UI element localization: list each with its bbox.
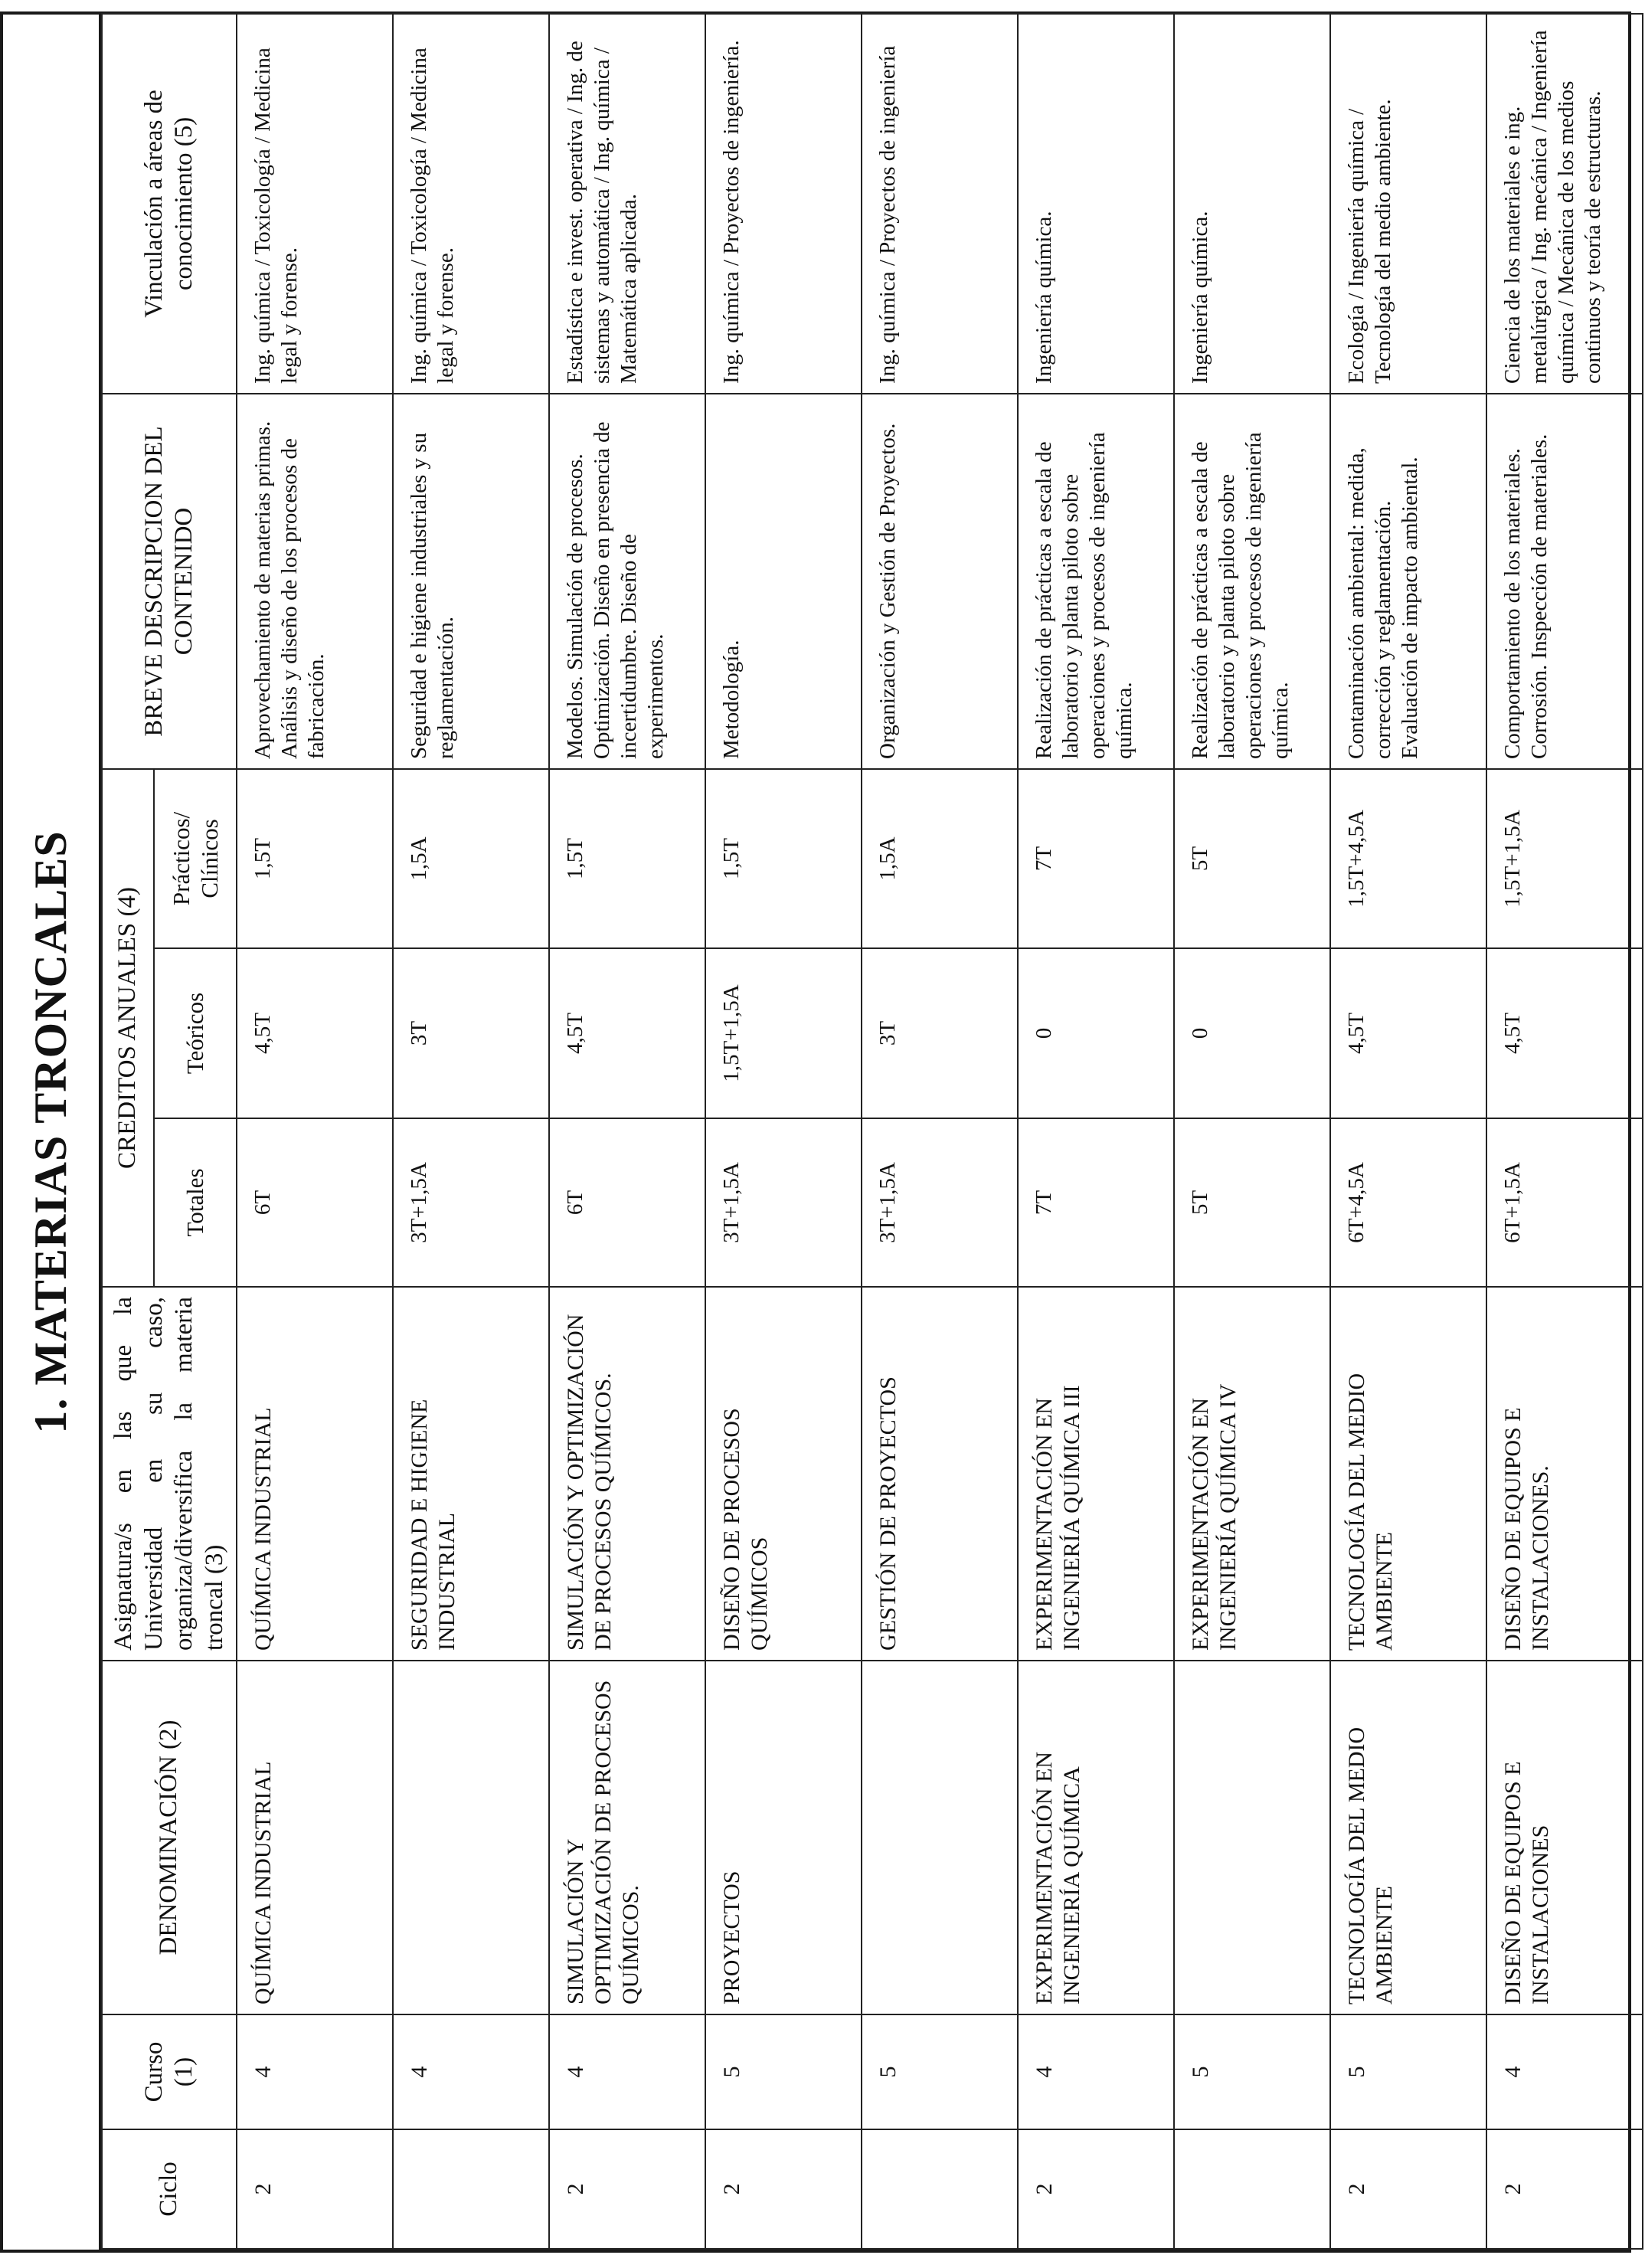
cell-vinculacion: Ingeniería química. bbox=[1174, 14, 1330, 394]
cell-denominacion: PROYECTOS bbox=[705, 1661, 862, 2014]
cell-asignatura: EXPERIMENTACIÓN EN INGENIERÍA QUÍMICA III bbox=[1018, 1287, 1174, 1661]
cell-ciclo bbox=[1174, 2129, 1330, 2249]
cell-teoricos: 4,5T bbox=[1330, 948, 1486, 1118]
cell-teoricos: 3T bbox=[862, 948, 1018, 1118]
cell-totales: 3T+1,5A bbox=[393, 1118, 549, 1287]
cell-asignatura: GESTIÓN DE PROYECTOS bbox=[862, 1287, 1018, 1661]
cell-practicos: 1,5A bbox=[393, 769, 549, 948]
cell-teoricos: 0 bbox=[1018, 948, 1174, 1118]
cell-vinculacion: Ing. química / Toxicología / Medicina legal y forense. bbox=[237, 14, 393, 394]
cell-asignatura: SIMULACIÓN Y OPTIMIZACIÓN DE PROCESOS QUÍMICOS. bbox=[549, 1287, 705, 1661]
cell-asignatura: SEGURIDAD E HIGIENE INDUSTRIAL bbox=[393, 1287, 549, 1661]
cell-curso: 5 bbox=[862, 2014, 1018, 2129]
cell-totales: 6T+4,5A bbox=[1330, 1118, 1486, 1287]
cell-practicos: 1,5T+1,5A bbox=[1486, 769, 1643, 948]
header-denominacion: DENOMINACIÓN (2) bbox=[102, 1661, 237, 2014]
cell-asignatura: QUÍMICA INDUSTRIAL bbox=[237, 1287, 393, 1661]
cell-descripcion: Organización y Gestión de Proyectos. bbox=[862, 394, 1018, 769]
header-teoricos: Teóricos bbox=[154, 948, 237, 1118]
cell-curso: 4 bbox=[237, 2014, 393, 2129]
header-descripcion: BREVE DESCRIPCION DEL CONTENIDO bbox=[102, 394, 237, 769]
cell-ciclo: 2 bbox=[705, 2129, 862, 2249]
cell-ciclo: 2 bbox=[1018, 2129, 1174, 2249]
cell-asignatura: TECNOLOGÍA DEL MEDIO AMBIENTE bbox=[1330, 1287, 1486, 1661]
cell-descripcion: Comportamiento de los materiales. Corrosión. Inspección de materiales. bbox=[1486, 394, 1643, 769]
header-curso: Curso (1) bbox=[102, 2014, 237, 2129]
header-creditos-anuales: CREDITOS ANUALES (4) bbox=[102, 769, 154, 1287]
cell-ciclo: 2 bbox=[1330, 2129, 1486, 2249]
table-header bbox=[102, 14, 237, 2249]
table-row bbox=[549, 14, 705, 2249]
cell-asignatura: EXPERIMENTACIÓN EN INGENIERÍA QUÍMICA IV bbox=[1174, 1287, 1330, 1661]
cell-curso: 4 bbox=[1486, 2014, 1643, 2129]
cell-denominacion bbox=[1174, 1661, 1330, 2014]
cell-denominacion: SIMULACIÓN Y OPTIMIZACIÓN DE PROCESOS QUÍMICOS. bbox=[549, 1661, 705, 2014]
cell-descripcion: Modelos. Simulación de procesos. Optimización. Diseño en presencia de incertidumbre. Diseño de experimentos. bbox=[549, 394, 705, 769]
cell-descripcion: Metodología. bbox=[705, 394, 862, 769]
cell-ciclo: 2 bbox=[1486, 2129, 1643, 2249]
cell-vinculacion: Ing. química / Proyectos de ingeniería. bbox=[705, 14, 862, 394]
cell-vinculacion: Ecología / Ingeniería química / Tecnología del medio ambiente. bbox=[1330, 14, 1486, 394]
cell-totales: 6T bbox=[237, 1118, 393, 1287]
cell-ciclo bbox=[862, 2129, 1018, 2249]
cell-vinculacion: Ing. química / Toxicología / Medicina legal y forense. bbox=[393, 14, 549, 394]
cell-denominacion: DISEÑO DE EQUIPOS E INSTALACIONES bbox=[1486, 1661, 1643, 2014]
page-title: 1. MATERIAS TRONCALES bbox=[3, 15, 101, 2250]
cell-curso: 4 bbox=[1018, 2014, 1174, 2129]
cell-denominacion: EXPERIMENTACIÓN EN INGENIERÍA QUÍMICA bbox=[1018, 1661, 1174, 2014]
cell-totales: 6T bbox=[549, 1118, 705, 1287]
table-row bbox=[1330, 14, 1486, 2249]
cell-totales: 5T bbox=[1174, 1118, 1330, 1287]
cell-denominacion: QUÍMICA INDUSTRIAL bbox=[237, 1661, 393, 2014]
table-body bbox=[237, 14, 1643, 2249]
cell-curso: 5 bbox=[1330, 2014, 1486, 2129]
cell-descripcion: Realización de prácticas a escala de laboratorio y planta piloto sobre operaciones y procesos de ingeniería química. bbox=[1018, 394, 1174, 769]
table-row bbox=[862, 14, 1018, 2249]
cell-teoricos: 4,5T bbox=[549, 948, 705, 1118]
cell-totales: 3T+1,5A bbox=[862, 1118, 1018, 1287]
cell-descripcion: Aprovechamiento de materias primas. Análisis y diseño de los procesos de fabricación. bbox=[237, 394, 393, 769]
table-row bbox=[1486, 14, 1643, 2249]
cell-teoricos: 0 bbox=[1174, 948, 1330, 1118]
table-row bbox=[393, 14, 549, 2249]
table-row bbox=[705, 14, 862, 2249]
page-frame bbox=[0, 11, 1631, 2253]
cell-curso: 5 bbox=[705, 2014, 862, 2129]
cell-practicos: 1,5A bbox=[862, 769, 1018, 948]
cell-curso: 4 bbox=[549, 2014, 705, 2129]
cell-totales: 6T+1,5A bbox=[1486, 1118, 1643, 1287]
cell-teoricos: 1,5T+1,5A bbox=[705, 948, 862, 1118]
materias-troncales-table bbox=[101, 13, 1643, 2250]
cell-vinculacion: Ing. química / Proyectos de ingeniería bbox=[862, 14, 1018, 394]
cell-curso: 5 bbox=[1174, 2014, 1330, 2129]
cell-descripcion: Contaminación ambiental: medida, corrección y reglamentación. Evaluación de impacto ambiental. bbox=[1330, 394, 1486, 769]
cell-asignatura: DISEÑO DE PROCESOS QUÍMICOS bbox=[705, 1287, 862, 1661]
cell-asignatura: DISEÑO DE EQUIPOS E INSTALACIONES. bbox=[1486, 1287, 1643, 1661]
header-totales: Totales bbox=[154, 1118, 237, 1287]
cell-practicos: 1,5T bbox=[705, 769, 862, 948]
cell-totales: 7T bbox=[1018, 1118, 1174, 1287]
cell-vinculacion: Estadística e invest. operativa / Ing. de sistemas y automática / Ing. química / Matemática aplicada. bbox=[549, 14, 705, 394]
cell-denominacion bbox=[862, 1661, 1018, 2014]
cell-practicos: 1,5T bbox=[549, 769, 705, 948]
cell-teoricos: 4,5T bbox=[237, 948, 393, 1118]
cell-curso: 4 bbox=[393, 2014, 549, 2129]
cell-descripcion: Seguridad e higiene industriales y su reglamentación. bbox=[393, 394, 549, 769]
cell-practicos: 5T bbox=[1174, 769, 1330, 948]
cell-practicos: 7T bbox=[1018, 769, 1174, 948]
header-asignaturas: Asignatura/s en las que la Universidad en su caso, organiza/diversifica la materia troncal (3) bbox=[102, 1287, 237, 1661]
cell-ciclo: 2 bbox=[237, 2129, 393, 2249]
cell-teoricos: 4,5T bbox=[1486, 948, 1643, 1118]
table-row bbox=[1018, 14, 1174, 2249]
table-row bbox=[1174, 14, 1330, 2249]
cell-vinculacion: Ingeniería química. bbox=[1018, 14, 1174, 394]
cell-totales: 3T+1,5A bbox=[705, 1118, 862, 1287]
cell-teoricos: 3T bbox=[393, 948, 549, 1118]
cell-vinculacion: Ciencia de los materiales e ing. metalúrgica / Ing. mecánica / Ingeniería química / Mecánica de los medios continuos y teoría de estructuras. bbox=[1486, 14, 1643, 394]
header-practicos: Prácticos/ Clínicos bbox=[154, 769, 237, 948]
header-vinculacion: Vinculación a áreas de conocimiento (5) bbox=[102, 14, 237, 394]
cell-denominacion bbox=[393, 1661, 549, 2014]
cell-practicos: 1,5T bbox=[237, 769, 393, 948]
cell-ciclo bbox=[393, 2129, 549, 2249]
header-ciclo: Ciclo bbox=[102, 2129, 237, 2249]
cell-descripcion: Realización de prácticas a escala de laboratorio y planta piloto sobre operaciones y procesos de ingeniería química. bbox=[1174, 394, 1330, 769]
table-row bbox=[237, 14, 393, 2249]
cell-practicos: 1,5T+4,5A bbox=[1330, 769, 1486, 948]
cell-denominacion: TECNOLOGÍA DEL MEDIO AMBIENTE bbox=[1330, 1661, 1486, 2014]
cell-ciclo: 2 bbox=[549, 2129, 705, 2249]
